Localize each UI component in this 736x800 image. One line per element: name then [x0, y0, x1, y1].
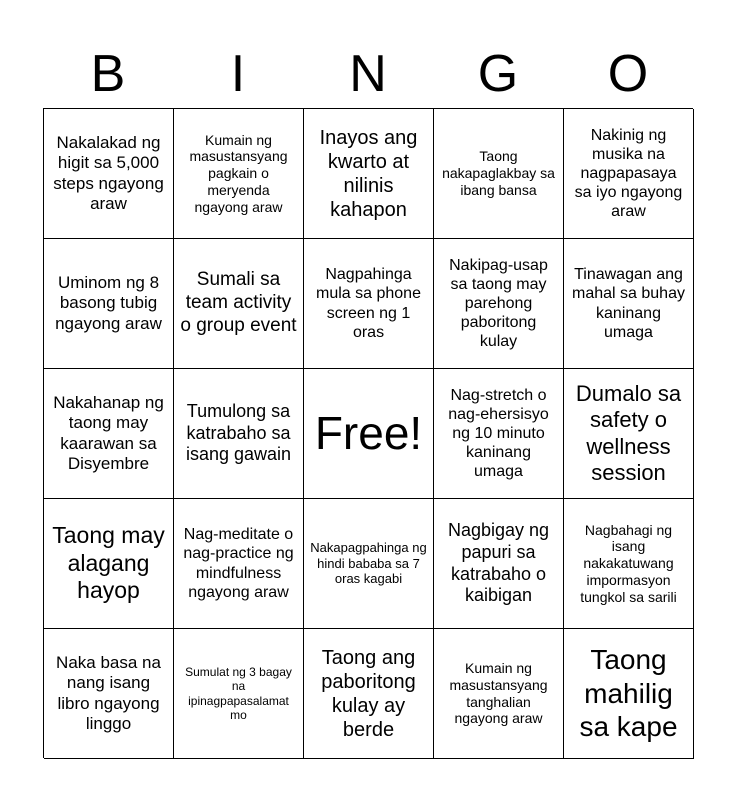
- cell-text: Nagpahinga mula sa phone screen ng 1 oras: [316, 266, 421, 341]
- cell-text: Nagbigay ng papuri sa katrabaho o kaibigan: [447, 520, 550, 606]
- cell-text: Nakipag-usap sa taong may parehong paboritong kulay: [449, 256, 548, 351]
- cell-text: Tumulong sa katrabaho sa isang gawain: [185, 401, 292, 465]
- cell-text: Nakinig ng musika na nagpapasaya sa iyo ngayong araw: [574, 126, 683, 221]
- bingo-cell-r2-c4[interactable]: [564, 369, 694, 499]
- bingo-cell-r2-c1[interactable]: [174, 369, 304, 499]
- bingo-cell-r1-c4[interactable]: [564, 239, 694, 369]
- bingo-header: [43, 40, 693, 108]
- cell-text: Taong may alagang hayop: [52, 522, 165, 604]
- bingo-cell-r2-c0[interactable]: [44, 369, 174, 499]
- cell-text: Nag-stretch o nag-ehersisyo ng 10 minuto kaninang umaga: [448, 386, 549, 481]
- cell-text: Uminom ng 8 basong tubig ngayong araw: [55, 272, 162, 333]
- cell-text: Dumalo sa safety o wellness session: [575, 380, 682, 485]
- cell-text: Sumulat ng 3 bagay na ipinagpapasalamat mo: [185, 664, 292, 722]
- bingo-cell-r0-c1[interactable]: [174, 109, 304, 239]
- cell-text: Inayos ang kwarto at nilinis kahapon: [319, 126, 418, 221]
- header-letter-o: O: [607, 45, 649, 103]
- bingo-cell-r0-c0[interactable]: [44, 109, 174, 239]
- header-letter-i: I: [230, 45, 246, 103]
- bingo-cell-r4-c0[interactable]: [44, 629, 174, 759]
- bingo-cell-r1-c2[interactable]: [304, 239, 434, 369]
- bingo-cell-r1-c3[interactable]: [434, 239, 564, 369]
- header-letter-g: G: [477, 45, 519, 103]
- cell-text: Tinawagan ang mahal sa buhay kaninang umaga: [572, 266, 685, 341]
- cell-text: Nag-meditate o nag-practice ng mindfulness ngayong araw: [183, 526, 294, 601]
- bingo-cell-r3-c3[interactable]: [434, 499, 564, 629]
- bingo-cell-r3-c2[interactable]: [304, 499, 434, 629]
- bingo-cell-r4-c2[interactable]: [304, 629, 434, 759]
- cell-text: Sumali sa team activity o group event: [180, 269, 297, 336]
- bingo-cell-r1-c1[interactable]: [174, 239, 304, 369]
- bingo-cell-r2-c2[interactable]: [304, 369, 434, 499]
- cell-text: Kumain ng masustansyang tanghalian ngayong araw: [449, 659, 548, 727]
- free-space-text: Free!: [314, 406, 423, 459]
- cell-text: Taong nakapaglakbay sa ibang bansa: [442, 148, 555, 198]
- cell-text: Taong mahilig sa kape: [579, 644, 678, 743]
- header-letter-b: B: [90, 45, 126, 103]
- cell-text: Nagbahagi ng isang nakakatuwang impormasyon tungkol sa sarili: [580, 521, 677, 605]
- cell-text: Kumain ng masustansyang pagkain o meryenda ngayong araw: [189, 131, 288, 215]
- bingo-cell-r4-c3[interactable]: [434, 629, 564, 759]
- cell-text: Nakalakad ng higit sa 5,000 steps ngayong araw: [53, 132, 164, 213]
- bingo-cell-r0-c4[interactable]: [564, 109, 694, 239]
- cell-text: Naka basa na nang isang libro ngayong linggo: [56, 652, 161, 733]
- bingo-cell-r3-c0[interactable]: [44, 499, 174, 629]
- bingo-cell-r4-c1[interactable]: [174, 629, 304, 759]
- cell-text: Nakahanap ng taong may kaarawan sa Disyembre: [53, 392, 164, 473]
- bingo-cell-r4-c4[interactable]: [564, 629, 694, 759]
- bingo-cell-r1-c0[interactable]: [44, 239, 174, 369]
- bingo-cell-r0-c3[interactable]: [434, 109, 564, 239]
- bingo-cell-r3-c4[interactable]: [564, 499, 694, 629]
- header-letter-n: N: [349, 45, 387, 103]
- cell-text: Taong ang paboritong kulay ay berde: [321, 646, 416, 741]
- bingo-cell-r3-c1[interactable]: [174, 499, 304, 629]
- bingo-grid: [43, 108, 693, 758]
- bingo-cell-r0-c2[interactable]: [304, 109, 434, 239]
- cell-text: Nakapagpahinga ng hindi bababa sa 7 oras kagabi: [310, 540, 427, 587]
- bingo-cell-r2-c3[interactable]: [434, 369, 564, 499]
